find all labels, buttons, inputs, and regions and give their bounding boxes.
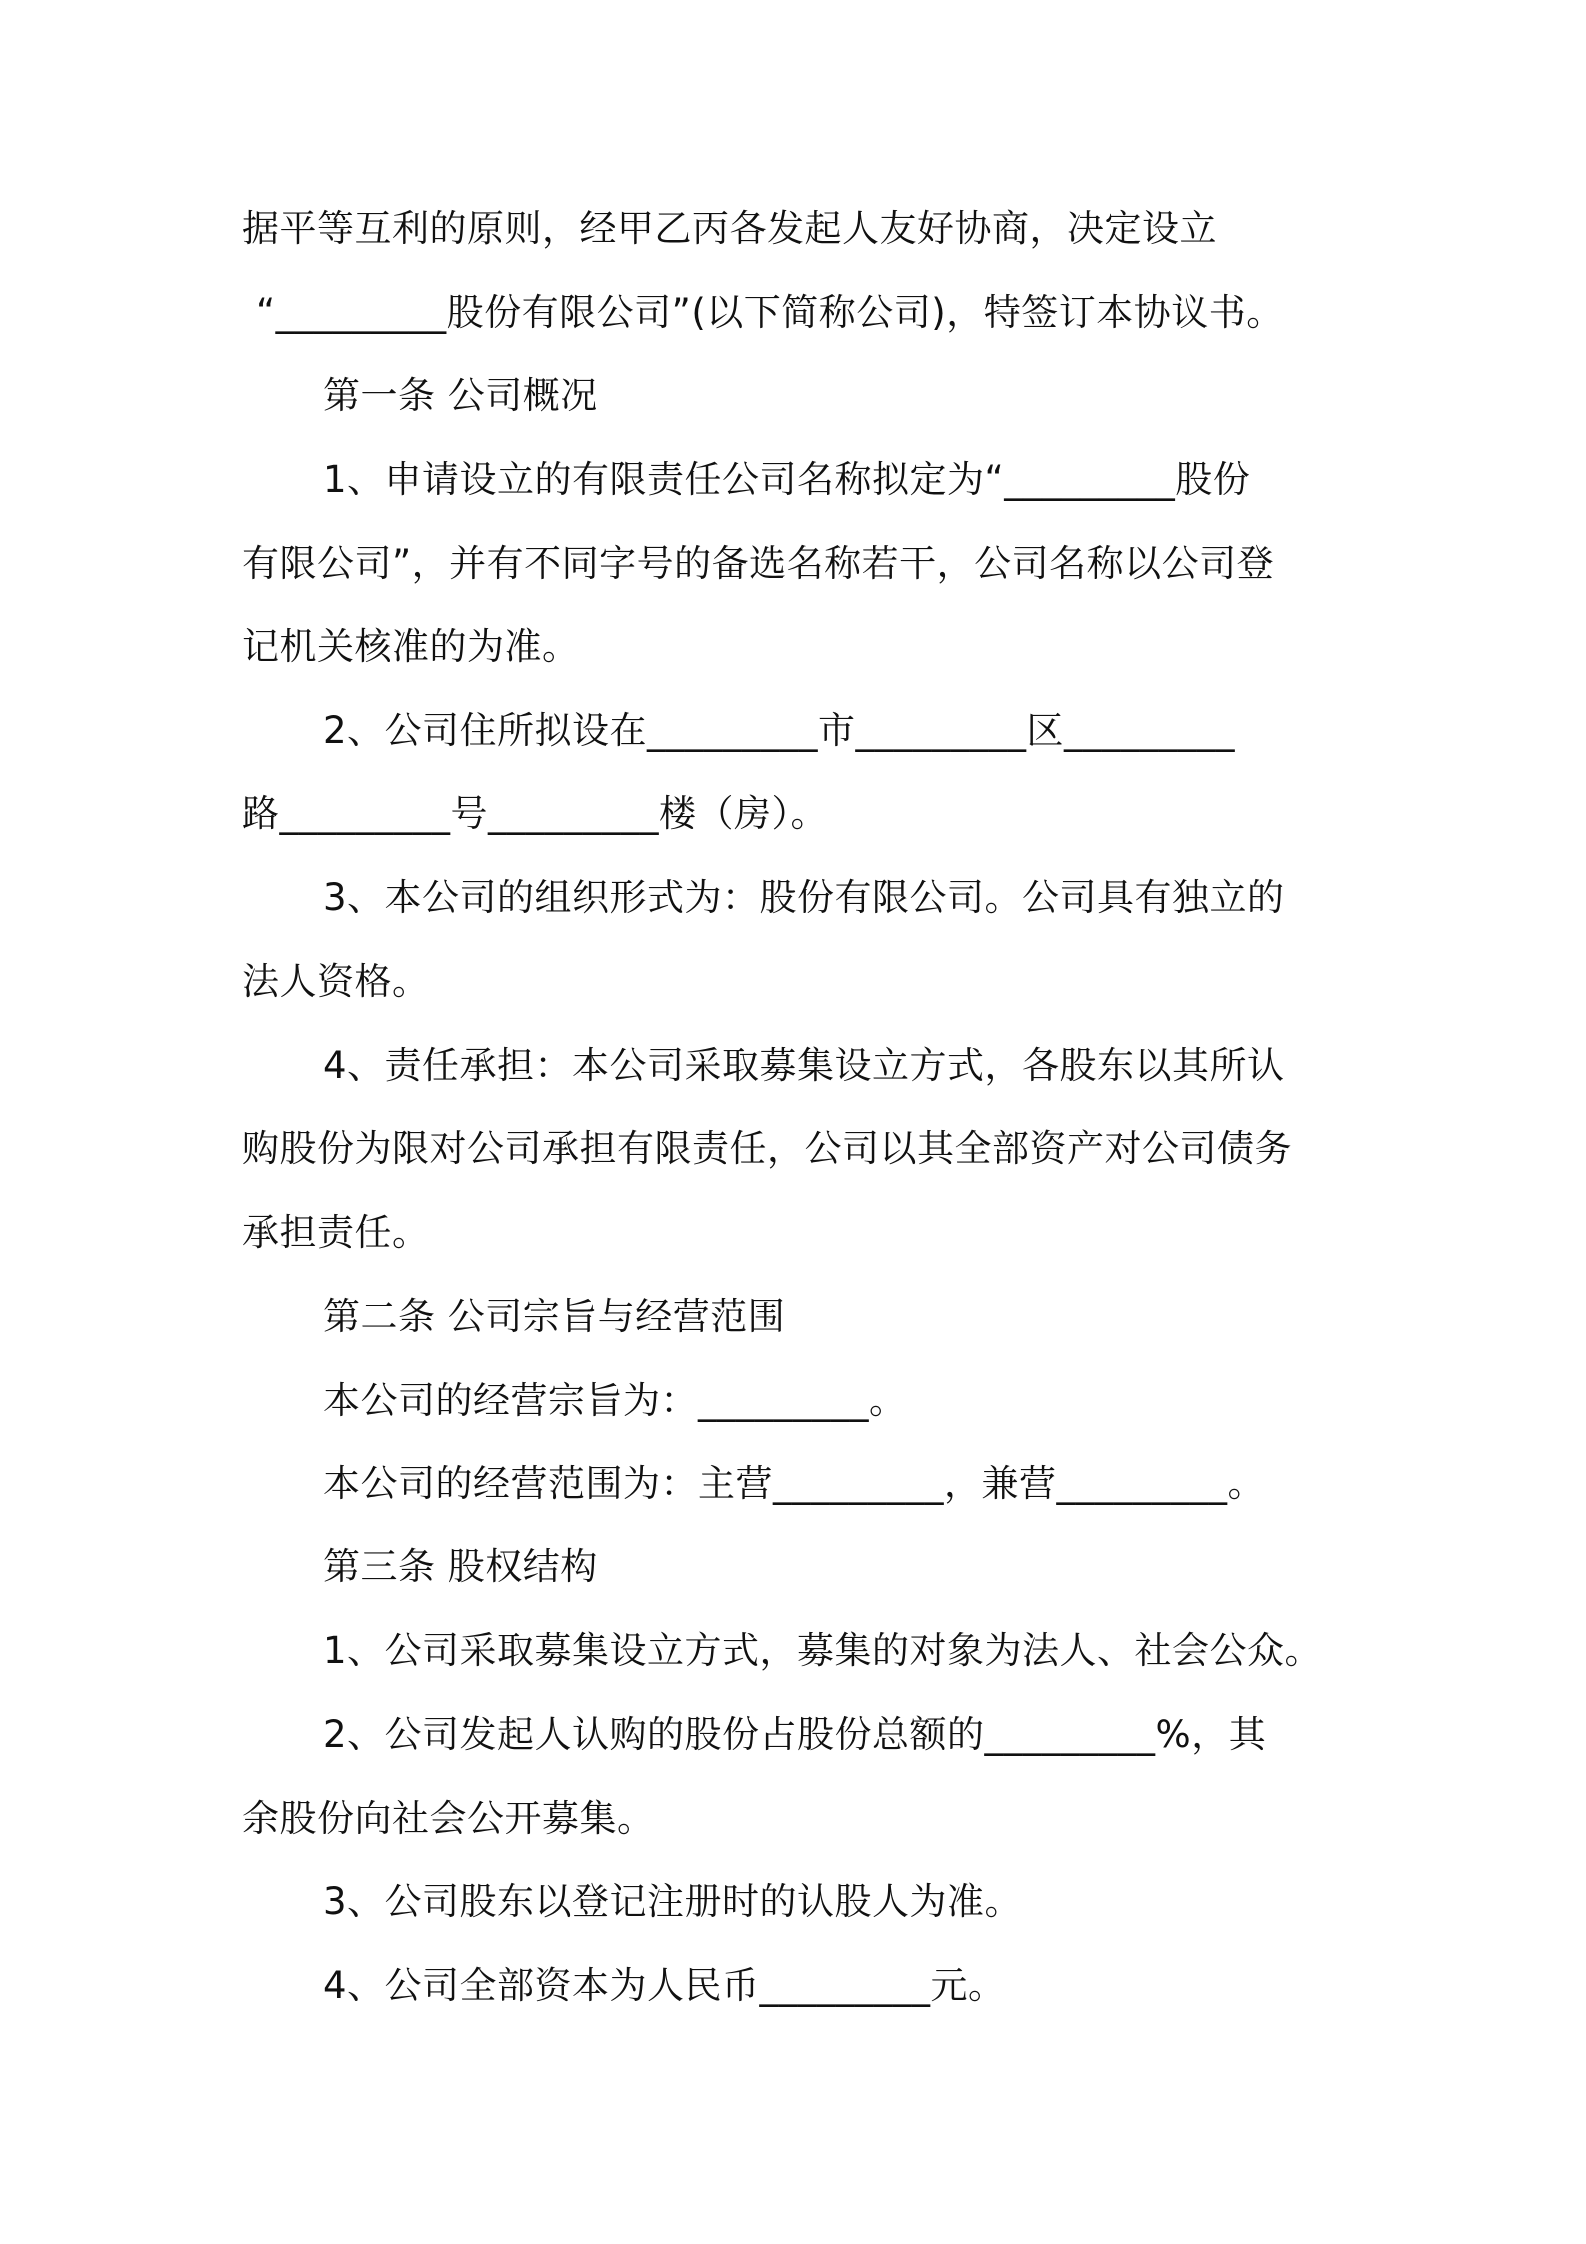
paragraph-line: 2、公司发起人认购的股份占股份总额的_________%，其 [323,1713,1267,1756]
paragraph-line: 2、公司住所拟设在_________市_________区_________ [323,709,1236,752]
paragraph-line: 路_________号_________楼（房）。 [242,792,828,835]
paragraph-line: 本公司的经营宗旨为：_________。 [323,1379,907,1422]
paragraph-line: 购股份为限对公司承担有限责任，公司以其全部资产对公司债务 [242,1127,1292,1170]
article-heading: 第三条 股权结构 [323,1545,598,1588]
paragraph-line: 1、申请设立的有限责任公司名称拟定为“_________股份 [323,458,1251,501]
paragraph-line: 记机关核准的为准。 [242,625,580,668]
paragraph-line: 1、公司采取募集设立方式，募集的对象为法人、社会公众。 [323,1629,1323,1672]
paragraph-line: 本公司的经营范围为：主营_________，兼营_________。 [323,1462,1265,1505]
paragraph-line: 4、公司全部资本为人民币_________元。 [323,1964,1006,2007]
paragraph-line: 余股份向社会公开募集。 [242,1797,655,1840]
paragraph-line: “_________股份有限公司”(以下简称公司)，特签订本协议书。 [256,291,1284,334]
article-heading: 第一条 公司概况 [323,374,598,417]
article-heading: 第二条 公司宗旨与经营范围 [323,1295,786,1338]
paragraph-line: 有限公司”，并有不同字号的备选名称若干，公司名称以公司登 [242,542,1275,585]
paragraph-line: 3、本公司的组织形式为：股份有限公司。公司具有独立的 [323,876,1285,919]
paragraph-line: 据平等互利的原则，经甲乙丙各发起人友好协商，决定设立 [242,207,1217,250]
paragraph-line: 3、公司股东以登记注册时的认股人为准。 [323,1880,1023,1923]
paragraph-line: 承担责任。 [242,1211,430,1254]
paragraph-line: 法人资格。 [242,960,430,1003]
paragraph-line: 4、责任承担：本公司采取募集设立方式，各股东以其所认 [323,1044,1285,1087]
